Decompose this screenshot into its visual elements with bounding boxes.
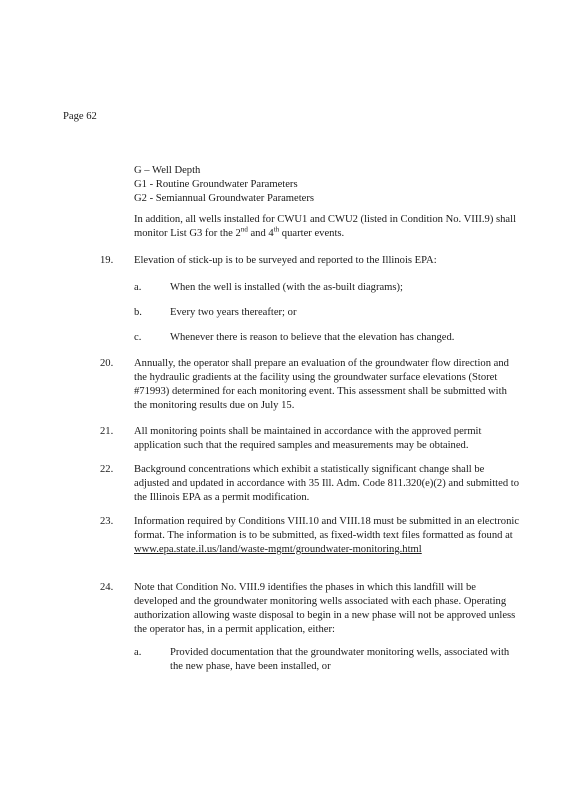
groundwater-list-legend [134,164,314,206]
list-g2-line: G2 - Semiannual Groundwater Parameters [134,193,315,204]
item-text: Note that Condition No. VIII.9 identifies the phases in which this landfill will be developed and the groundwater monitoring wells associated with each phase. Operating authorization allowing waste disposal to begin in a new phase will not be approved unless the operator has, in a permit application, either: [134,582,516,635]
subitem-text: When the well is installed (with the as-built diagrams); [170,282,404,293]
item-number: 24. [100,582,114,593]
item-number: 19. [100,255,114,266]
subitem-label: a. [134,282,142,293]
item-text [134,515,520,557]
item-23-text: Information required by Conditions VIII.10 and VIII.18 must be submitted in an electronic format. The information is to be submitted, as fixed-width text files formatted as found at [134,516,520,541]
item-text: Annually, the operator shall prepare an evaluation of the groundwater flow direction and the hydraulic gradients at the facility using the groundwater surface elevations (Storet #71993) determined for each monitoring event. This assessment shall be submitted with the monitoring results due on July 15. [134,358,509,411]
item-number: 20. [100,358,114,369]
list-g-line: G – Well Depth [134,165,201,176]
addition-sup2: th [273,225,280,234]
list-g1-line: G1 - Routine Groundwater Parameters [134,179,298,190]
addition-paragraph [134,213,534,241]
item-text: All monitoring points shall be maintained in accordance with the approved permit application such that the required samples and measurements may be obtained. [134,426,482,451]
addition-text-part1: In addition, all wells installed for CWU1 and CWU2 (listed in Condition No. VIII.9) shall monitor List G3 for the 2 [134,214,517,239]
item-number: 22. [100,464,114,475]
item-number: 23. [100,516,114,527]
item-number: 21. [100,426,114,437]
subitem-text: Every two years thereafter; or [170,307,297,318]
item-text: Elevation of stick-up is to be surveyed and reported to the Illinois EPA: [134,255,437,266]
addition-sup1: nd [240,225,248,234]
subitem-label: a. [134,647,142,658]
addition-text-part2: and 4 [247,228,274,239]
page-number: Page 62 [63,111,97,122]
item-text: Background concentrations which exhibit a statistically significant change shall be adjusted and updated in accordance with 35 Ill. Adm. Code 811.320(e)(2) and submitted to the Illinois EPA as a permit modification. [134,464,520,503]
subitem-text: Provided documentation that the groundwater monitoring wells, associated with the new phase, have been installed, or [170,647,510,672]
subitem-label: c. [134,332,142,343]
groundwater-monitoring-link[interactable]: www.epa.state.il.us/land/waste-mgmt/groundwater-monitoring.html [134,544,422,555]
subitem-label: b. [134,307,142,318]
subitem-text: Whenever there is reason to believe that the elevation has changed. [170,332,455,343]
addition-text-part3: quarter events. [279,228,345,239]
